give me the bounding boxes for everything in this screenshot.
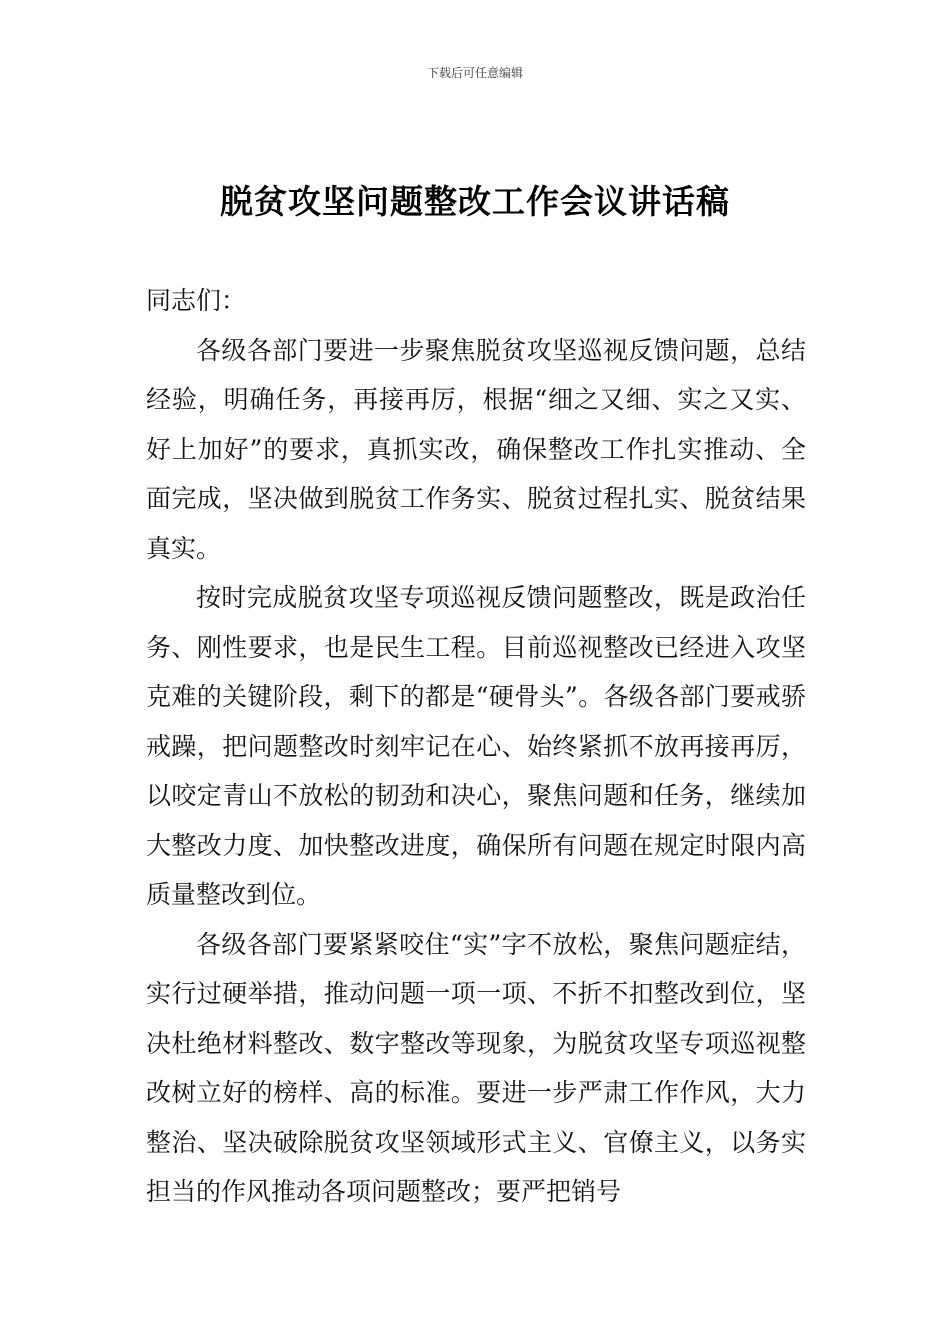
salutation: 同志们： xyxy=(146,286,247,315)
header-note: 下载后可任意编辑 xyxy=(426,66,523,80)
document-body xyxy=(146,276,806,1217)
paragraph-1: 各级各部门要进一步聚焦脱贫攻坚巡视反馈问题，总结经验，明确任务，再接再厉，根据“细之又细、实之又实、好上加好”的要求，真抓实改，确保整改工作扎实推动、全面完成，坚决做到脱贫工作务实、脱贫过程扎实、脱贫结果真实。 xyxy=(146,335,806,563)
document-title: 脱贫攻坚问题整改工作会议讲话稿 xyxy=(220,182,730,221)
paragraph-2: 按时完成脱贫攻坚专项巡视反馈问题整改，既是政治任务、刚性要求，也是民生工程。目前巡视整改已经进入攻坚克难的关键阶段，剩下的都是“硬骨头”。各级各部门要戒骄戒躁，把问题整改时刻牢记在心、始终紧抓不放再接再厉，以咬定青山不放松的韧劲和决心，聚焦问题和任务，继续加大整改力度、加快整改进度，确保所有问题在规定时限内高质量整改到位。 xyxy=(146,583,806,909)
paragraph-3: 各级各部门要紧紧咬住“实”字不放松，聚焦问题症结，实行过硬举措，推动问题一项一项、不折不扣整改到位，坚决杜绝材料整改、数字整改等现象，为脱贫攻坚专项巡视整改树立好的榜样、高的标准。要进一步严肃工作作风，大力整治、坚决破除脱贫攻坚领域形式主义、官僚主义，以务实担当的作风推动各项问题整改；要严把销号 xyxy=(146,929,806,1206)
